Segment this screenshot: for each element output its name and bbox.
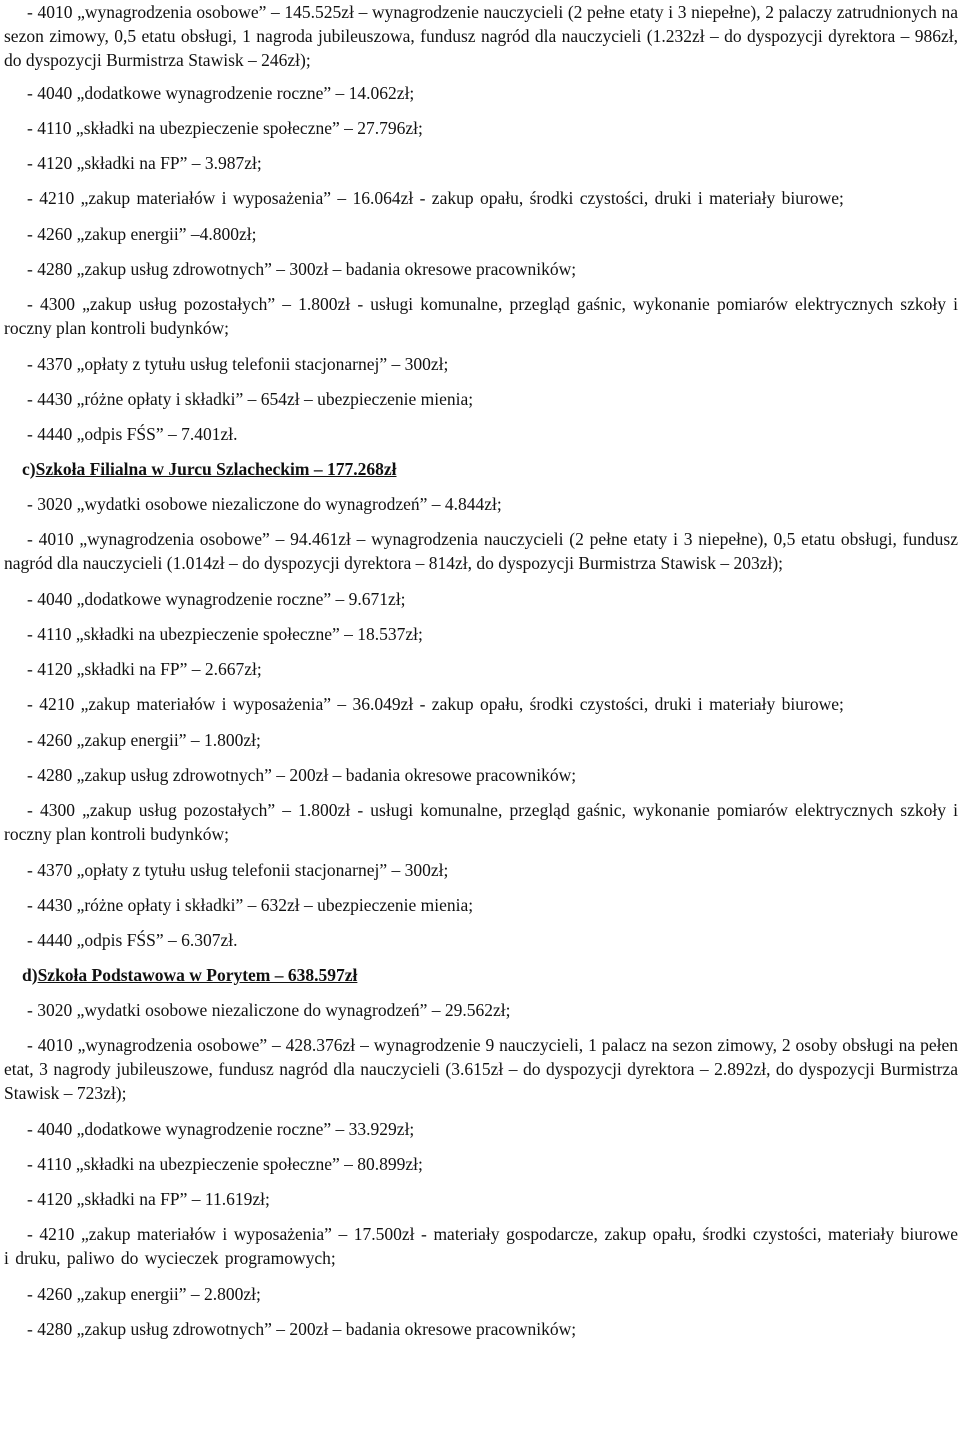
expense-item-4440: - 4440 „odpis FŚS” – 7.401zł.: [27, 424, 238, 444]
expense-item-4040: - 4040 „dodatkowe wynagrodzenie roczne” – 14.062zł;: [27, 83, 415, 103]
expense-item-4120: - 4120 „składki na FP” – 2.667zł;: [27, 659, 262, 679]
expense-item-4120: - 4120 „składki na FP” – 11.619zł;: [27, 1189, 270, 1209]
expense-item-4260: - 4260 „zakup energii” – 2.800zł;: [27, 1284, 261, 1304]
expense-item-4010: - 4010 „wynagrodzenia osobowe” – 145.525zł – wynagrodzenie nauczycieli (2 pełne etaty i 3 niepełne), 2 palaczy zatrudnionych na sezon zimowy, 0,5 etatu obsługi, 1 nagroda jubileuszowa, fundusz nagród dla nauczycieli (1.232zł – do dyspozycji dyrektora – 986zł, do dyspozycji Burmistrza Stawisk – 246zł);: [4, 2, 958, 70]
expense-item-4110: - 4110 „składki na ubezpieczenie społeczne” – 27.796zł;: [27, 118, 423, 138]
section-label: d): [22, 965, 38, 985]
section-title: Szkoła Podstawowa w Porytem – 638.597zł: [37, 965, 358, 985]
expense-item-4370: - 4370 „opłaty z tytułu usług telefonii stacjonarnej” – 300zł;: [27, 860, 449, 880]
expense-item-4110: - 4110 „składki na ubezpieczenie społeczne” – 18.537zł;: [27, 624, 423, 644]
expense-item-4280: - 4280 „zakup usług zdrowotnych” – 300zł – badania okresowe pracowników;: [27, 259, 577, 279]
expense-item-4430: - 4430 „różne opłaty i składki” – 632zł – ubezpieczenie mienia;: [27, 895, 474, 915]
expense-item-4120: - 4120 „składki na FP” – 3.987zł;: [27, 153, 262, 173]
section-label: c): [22, 459, 36, 479]
expense-item-3020: - 3020 „wydatki osobowe niezaliczone do wynagrodzeń” – 29.562zł;: [27, 1000, 511, 1020]
expense-item-4010: - 4010 „wynagrodzenia osobowe” – 94.461zł – wynagrodzenia nauczycieli (2 pełne etaty i 3 niepełne), 0,5 etatu obsługi, fundusz nagród dla nauczycieli (1.014zł – do dyspozycji dyrektora – 814zł, do dyspozycji Burmistrza Stawisk – 203zł);: [4, 529, 958, 573]
section-heading-d: [4, 963, 958, 987]
expense-item-4440: - 4440 „odpis FŚS” – 6.307zł.: [27, 930, 238, 950]
expense-item-4010: - 4010 „wynagrodzenia osobowe” – 428.376zł – wynagrodzenie 9 nauczycieli, 1 palacz na sezon zimowy, 2 osoby obsługi na pełen etat, 3 nagrody jubileuszowe, fundusz nagród dla nauczycieli (3.615zł – do dyspozycji dyrektora – 2.892zł, do dyspozycji Burmistrza Stawisk – 723zł);: [4, 1035, 958, 1103]
expense-item-4370: - 4370 „opłaty z tytułu usług telefonii stacjonarnej” – 300zł;: [27, 354, 449, 374]
expense-item-3020: - 3020 „wydatki osobowe niezaliczone do wynagrodzeń” – 4.844zł;: [27, 494, 502, 514]
expense-item-4430: - 4430 „różne opłaty i składki” – 654zł – ubezpieczenie mienia;: [27, 389, 474, 409]
expense-item-4210: - 4210 „zakup materiałów i wyposażenia” – 36.049zł - zakup opału, środki czystości, druki i materiały biurowe;: [27, 694, 844, 714]
expense-item-4260: - 4260 „zakup energii” – 1.800zł;: [27, 730, 261, 750]
expense-item-4110: - 4110 „składki na ubezpieczenie społeczne” – 80.899zł;: [27, 1154, 423, 1174]
expense-item-4260: - 4260 „zakup energii” –4.800zł;: [27, 224, 257, 244]
expense-item-4040: - 4040 „dodatkowe wynagrodzenie roczne” – 33.929zł;: [27, 1119, 415, 1139]
section-title: Szkoła Filialna w Jurcu Szlacheckim – 177.268zł: [35, 459, 397, 479]
expense-item-4280: - 4280 „zakup usług zdrowotnych” – 200zł – badania okresowe pracowników;: [27, 1319, 577, 1339]
section-heading-c: [4, 457, 958, 481]
expense-item-4040: - 4040 „dodatkowe wynagrodzenie roczne” – 9.671zł;: [27, 589, 406, 609]
expense-item-4210: - 4210 „zakup materiałów i wyposażenia” – 16.064zł - zakup opału, środki czystości, druki i materiały biurowe;: [27, 188, 844, 208]
expense-item-4300: - 4300 „zakup usług pozostałych” – 1.800zł - usługi komunalne, przegląd gaśnic, wykonanie pomiarów elektrycznych szkoły i roczny plan kontroli budynków;: [4, 800, 958, 844]
expense-item-4210: - 4210 „zakup materiałów i wyposażenia” – 17.500zł - materiały gospodarcze, zakup opału, środki czystości, materiały biurowe i druku, paliwo do wycieczek programowych;: [4, 1224, 958, 1268]
expense-item-4300: - 4300 „zakup usług pozostałych” – 1.800zł - usługi komunalne, przegląd gaśnic, wykonanie pomiarów elektrycznych szkoły i roczny plan kontroli budynków;: [4, 294, 958, 338]
expense-item-4280: - 4280 „zakup usług zdrowotnych” – 200zł – badania okresowe pracowników;: [27, 765, 577, 785]
document-page: [4, 0, 958, 1352]
